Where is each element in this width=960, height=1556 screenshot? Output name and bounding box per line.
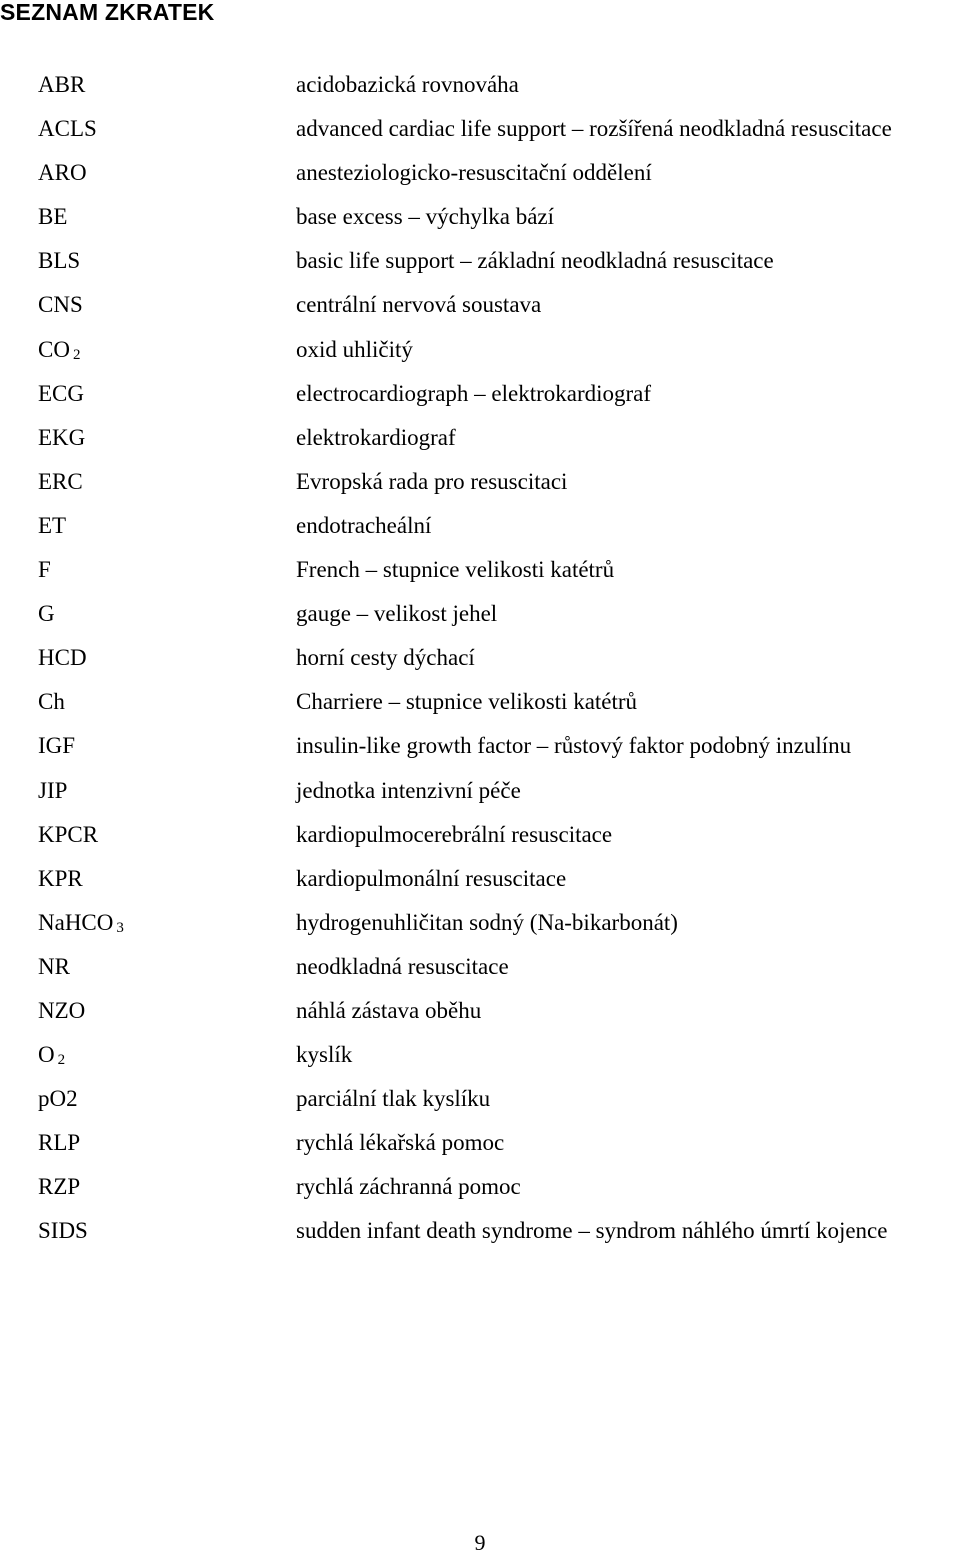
abbreviation-term [38, 989, 85, 1033]
abbreviation-row [0, 724, 960, 768]
abbreviation-definition: acidobazická rovnováha [296, 72, 519, 97]
abbreviation-definition: náhlá zástava oběhu [296, 997, 482, 1023]
abbreviation-row [0, 548, 960, 592]
abbreviation-row [0, 769, 960, 813]
abbreviation-row [0, 1165, 960, 1209]
abbreviation-term [38, 680, 65, 724]
abbreviation-definition: basic life support – základní neodkladná resuscitace [296, 248, 774, 274]
abbreviation-term [38, 813, 98, 857]
abbreviation-definition: rychlá lékařská pomoc [296, 1130, 505, 1156]
abbreviation-term-text: pO2 [38, 1086, 78, 1112]
abbreviation-definition: anesteziologicko-resuscitační oddělení [296, 160, 652, 186]
abbreviation-term-text: JIP [38, 777, 68, 803]
abbreviation-term [38, 592, 55, 636]
abbreviation-row [0, 989, 960, 1033]
abbreviation-term-text: NZO [38, 997, 86, 1023]
abbreviation-row [0, 1209, 960, 1253]
abbreviation-definition: Charriere – stupnice velikosti katétrů [296, 689, 638, 715]
abbreviation-term [38, 724, 75, 768]
abbreviation-list [0, 63, 960, 1254]
abbreviation-term [38, 1121, 80, 1165]
abbreviation-term-text: IGF [38, 733, 76, 759]
abbreviation-term-text: CO [38, 336, 70, 362]
abbreviation-definition: jednotka intenzivní péče [296, 777, 521, 803]
abbreviation-row [0, 107, 960, 151]
abbreviation-row [0, 63, 960, 107]
abbreviation-definition: Evropská rada pro resuscitaci [296, 468, 568, 494]
abbreviation-term-text: Ch [38, 689, 65, 715]
abbreviation-term-text: BLS [38, 248, 81, 274]
abbreviation-term-text: EKG [38, 424, 86, 450]
abbreviation-term-text: G [38, 601, 55, 627]
abbreviation-term-text: F [38, 557, 51, 583]
page-number: 9 [474, 1530, 486, 1555]
abbreviation-term [38, 636, 87, 680]
abbreviation-row [0, 857, 960, 901]
abbreviation-term-text: RLP [38, 1130, 81, 1156]
abbreviation-term [38, 1033, 65, 1082]
abbreviation-term-text: CNS [38, 292, 83, 318]
abbreviation-definition: centrální nervová soustava [296, 292, 542, 318]
abbreviation-definition: kyslík [296, 1042, 353, 1068]
abbreviation-definition: gauge – velikost jehel [296, 601, 498, 627]
abbreviation-term [38, 283, 83, 327]
abbreviation-term [38, 460, 83, 504]
abbreviation-definition: endotracheální [296, 512, 432, 538]
abbreviation-definition: base excess – výchylka bází [296, 204, 555, 230]
abbreviation-term-text: KPR [38, 865, 83, 891]
abbreviation-term-text: ACLS [38, 116, 97, 142]
abbreviation-row [0, 945, 960, 989]
abbreviation-row [0, 151, 960, 195]
abbreviation-row [0, 328, 960, 372]
abbreviation-term [38, 901, 124, 950]
abbreviation-term [38, 548, 51, 592]
abbreviation-term [38, 195, 67, 239]
abbreviation-term-text: RZP [38, 1174, 81, 1200]
abbreviation-row [0, 636, 960, 680]
abbreviation-definition: horní cesty dýchací [296, 645, 475, 671]
abbreviation-subscript: 2 [57, 1052, 66, 1069]
abbreviation-subscript: 2 [72, 346, 81, 363]
abbreviation-row [0, 239, 960, 283]
abbreviation-term [38, 107, 97, 151]
abbreviation-row [0, 1033, 960, 1077]
abbreviation-term-text: SIDS [38, 1218, 88, 1244]
abbreviation-row [0, 1077, 960, 1121]
abbreviation-term [38, 1209, 88, 1253]
abbreviation-term-text: ERC [38, 468, 83, 494]
abbreviation-row [0, 1121, 960, 1165]
abbreviation-term-text: NaHCO [38, 909, 114, 935]
abbreviation-row [0, 592, 960, 636]
abbreviation-row [0, 813, 960, 857]
abbreviation-definition: hydrogenuhličitan sodný (Na-bikarbonát) [296, 909, 678, 935]
abbreviation-term-text: ET [38, 512, 67, 538]
abbreviation-definition: kardiopulmocerebrální resuscitace [296, 821, 613, 847]
abbreviation-term-text: O [38, 1042, 55, 1068]
abbreviation-definition: electrocardiograph – elektrokardiograf [296, 380, 652, 406]
abbreviation-row [0, 195, 960, 239]
abbreviation-term-text: ABR [38, 72, 86, 97]
abbreviation-definition: neodkladná resuscitace [296, 953, 509, 979]
abbreviation-definition: sudden infant death syndrome – syndrom náhlého úmrtí kojence [296, 1218, 888, 1244]
abbreviation-definition: oxid uhličitý [296, 336, 413, 362]
abbreviation-definition: parciální tlak kyslíku [296, 1086, 491, 1112]
abbreviation-subscript: 3 [116, 919, 124, 936]
abbreviation-term [38, 1077, 78, 1121]
abbreviation-row [0, 901, 960, 945]
page-title: SEZNAM ZKRATEK [0, 0, 215, 25]
abbreviation-term [38, 857, 83, 901]
abbreviation-term-text: NR [38, 953, 70, 979]
abbreviation-term [38, 239, 80, 283]
abbreviation-term-text: ECG [38, 380, 84, 406]
abbreviation-term-text: BE [38, 204, 68, 230]
abbreviation-definition: advanced cardiac life support – rozšířená neodkladná resuscitace [296, 116, 892, 142]
abbreviation-term [38, 416, 85, 460]
abbreviation-row [0, 372, 960, 416]
abbreviation-term [38, 372, 84, 416]
abbreviation-term-text: HCD [38, 645, 87, 671]
abbreviation-term [38, 151, 87, 195]
abbreviation-term [38, 945, 70, 989]
abbreviation-row [0, 680, 960, 724]
abbreviation-term [38, 63, 85, 107]
abbreviation-term [38, 769, 67, 813]
abbreviation-term-text: KPCR [38, 821, 99, 847]
abbreviation-definition: kardiopulmonální resuscitace [296, 865, 567, 891]
abbreviation-term [38, 328, 80, 377]
abbreviation-row [0, 460, 960, 504]
abbreviation-term [38, 504, 66, 548]
abbreviation-definition: elektrokardiograf [296, 424, 456, 450]
abbreviation-row [0, 504, 960, 548]
abbreviation-definition: rychlá záchranná pomoc [296, 1174, 521, 1200]
abbreviation-row [0, 283, 960, 327]
abbreviation-definition: French – stupnice velikosti katétrů [296, 557, 615, 583]
abbreviation-row [0, 416, 960, 460]
abbreviation-term [38, 1165, 80, 1209]
abbreviation-definition: insulin-like growth factor – růstový faktor podobný inzulínu [296, 733, 852, 759]
abbreviation-term-text: ARO [38, 160, 87, 186]
